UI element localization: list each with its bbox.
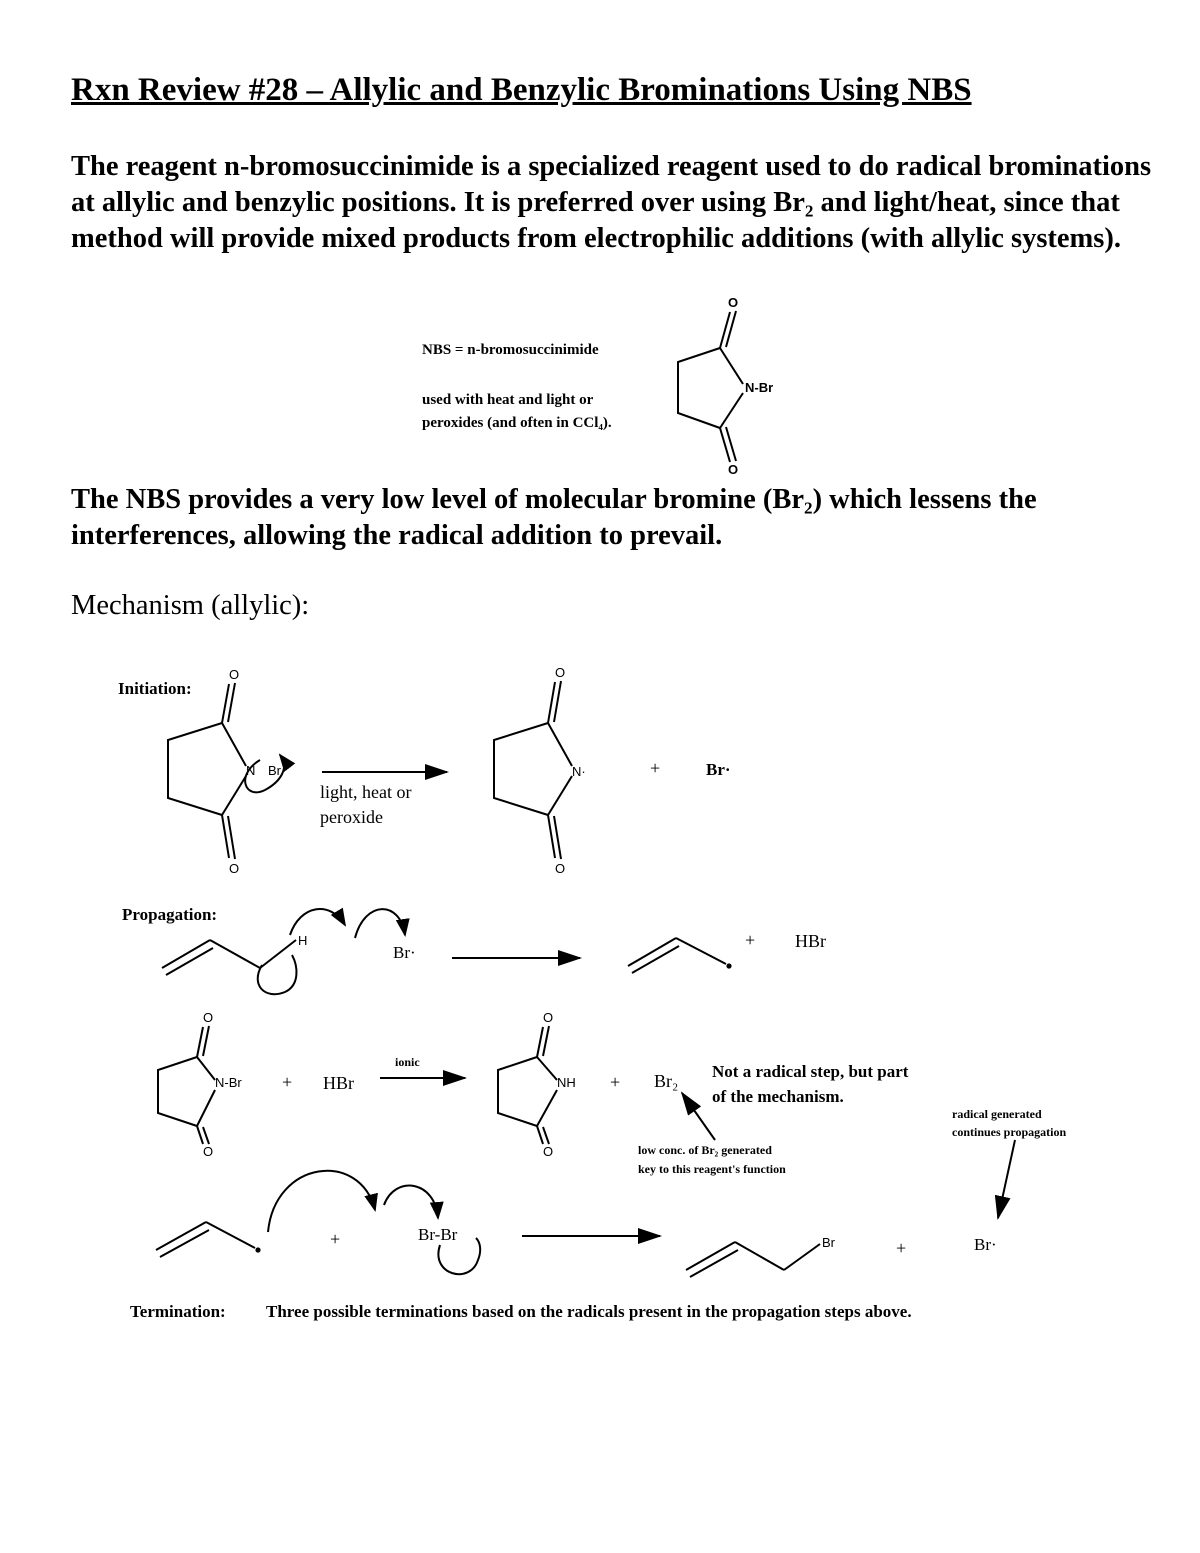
init-product-oxygen-top: O xyxy=(555,665,566,680)
low-conc-pointer xyxy=(682,1093,715,1140)
prop2-note-line-1: Not a radical step, but part xyxy=(712,1062,909,1081)
termination-label: Termination: xyxy=(130,1302,226,1321)
prop1-br-radical: Br· xyxy=(393,943,416,962)
prop3-br-br: Br-Br xyxy=(418,1225,458,1244)
init-plus: + xyxy=(650,758,661,778)
prop2-br2: Br₂ xyxy=(654,1071,679,1091)
radical-note-line-1: radical generated xyxy=(952,1107,1042,1121)
termination-text: Three possible terminations based on the radicals present in the propagation steps above. xyxy=(266,1302,912,1321)
init-reactant-oxygen-bottom: O xyxy=(229,861,240,876)
prop3-product-br: Br xyxy=(822,1235,835,1250)
prop2-succinimide-oxygen-top: O xyxy=(543,1010,554,1025)
prop3-plus-2: + xyxy=(896,1238,907,1258)
prop2-succinimide xyxy=(498,1026,557,1144)
mechanism-heading: Mechanism (allylic): xyxy=(71,590,310,621)
prop3-allyl-radical xyxy=(156,1171,480,1274)
prop3-plus-1: + xyxy=(330,1229,341,1249)
prop2-ionic-condition: ionic xyxy=(395,1055,420,1069)
nbs-definition: NBS = n-bromosuccinimide xyxy=(422,342,599,358)
init-reactant-n: N xyxy=(246,763,256,778)
init-reactant-oxygen-top: O xyxy=(229,667,240,682)
init-conditions-line-2: peroxide xyxy=(320,807,383,827)
prop2-note-line-2: of the mechanism. xyxy=(712,1087,844,1106)
prop2-nbs xyxy=(158,1026,215,1144)
prop1-propene xyxy=(162,909,405,994)
nbs-paragraph: The NBS provides a very low level of molecular bromine (Br₂) which lessens the interferences, allowing the radical addition to prevail. xyxy=(71,484,1037,551)
nbs-structure xyxy=(678,311,743,462)
prop1-hbr: HBr xyxy=(795,931,826,951)
prop1-plus: + xyxy=(745,930,756,950)
prop2-hbr: HBr xyxy=(323,1073,354,1093)
low-conc-note-line-1: low conc. of Br₂ generated xyxy=(638,1143,772,1157)
prop2-plus-2: + xyxy=(610,1072,621,1092)
initiation-reactant-nbs xyxy=(168,683,284,859)
prop2-nbs-oxygen-top: O xyxy=(203,1010,214,1025)
initiation-product-radical xyxy=(494,681,572,859)
nbs-n-br: N-Br xyxy=(745,380,774,395)
nbs-usage-line-1: used with heat and light or xyxy=(422,392,594,408)
prop2-nbs-oxygen-bottom: O xyxy=(203,1144,214,1159)
init-br-radical: Br· xyxy=(706,760,731,779)
radical-note-line-2: continues propagation xyxy=(952,1125,1067,1139)
prop2-nh: NH xyxy=(557,1075,576,1090)
prop2-nbs-n-br: N-Br xyxy=(215,1075,242,1090)
nbs-oxygen-bottom: O xyxy=(728,462,739,477)
prop1-allyl-radical xyxy=(628,938,731,973)
prop2-succinimide-oxygen-bottom: O xyxy=(543,1144,554,1159)
init-product-oxygen-bottom: O xyxy=(555,861,566,876)
nbs-usage-line-2: peroxides (and often in CCl₄). xyxy=(422,415,612,431)
propagation-label: Propagation: xyxy=(122,905,218,924)
document-title: Rxn Review #28 – Allylic and Benzylic Brominations Using NBS xyxy=(71,72,972,108)
low-conc-note-line-2: key to this reagent's function xyxy=(638,1162,786,1176)
nbs-oxygen-top: O xyxy=(728,295,739,310)
init-product-n-radical: N· xyxy=(572,764,586,779)
radical-note-pointer xyxy=(998,1140,1015,1218)
prop2-plus-1: + xyxy=(282,1072,293,1092)
prop1-h-atom: H xyxy=(298,933,308,948)
prop3-allyl-bromide xyxy=(686,1242,820,1277)
initiation-label: Initiation: xyxy=(118,679,192,698)
prop3-br-radical: Br· xyxy=(974,1235,997,1254)
init-conditions-line-1: light, heat or xyxy=(320,782,412,802)
init-reactant-br: Br xyxy=(268,763,281,778)
intro-paragraph: The reagent n-bromosuccinimide is a specialized reagent used to do radical brominations at allylic and benzylic positions. It is preferred over using Br₂ and light/heat, since that method will provide mixed products from electrophilic additions (with allylic systems). xyxy=(71,151,1152,254)
